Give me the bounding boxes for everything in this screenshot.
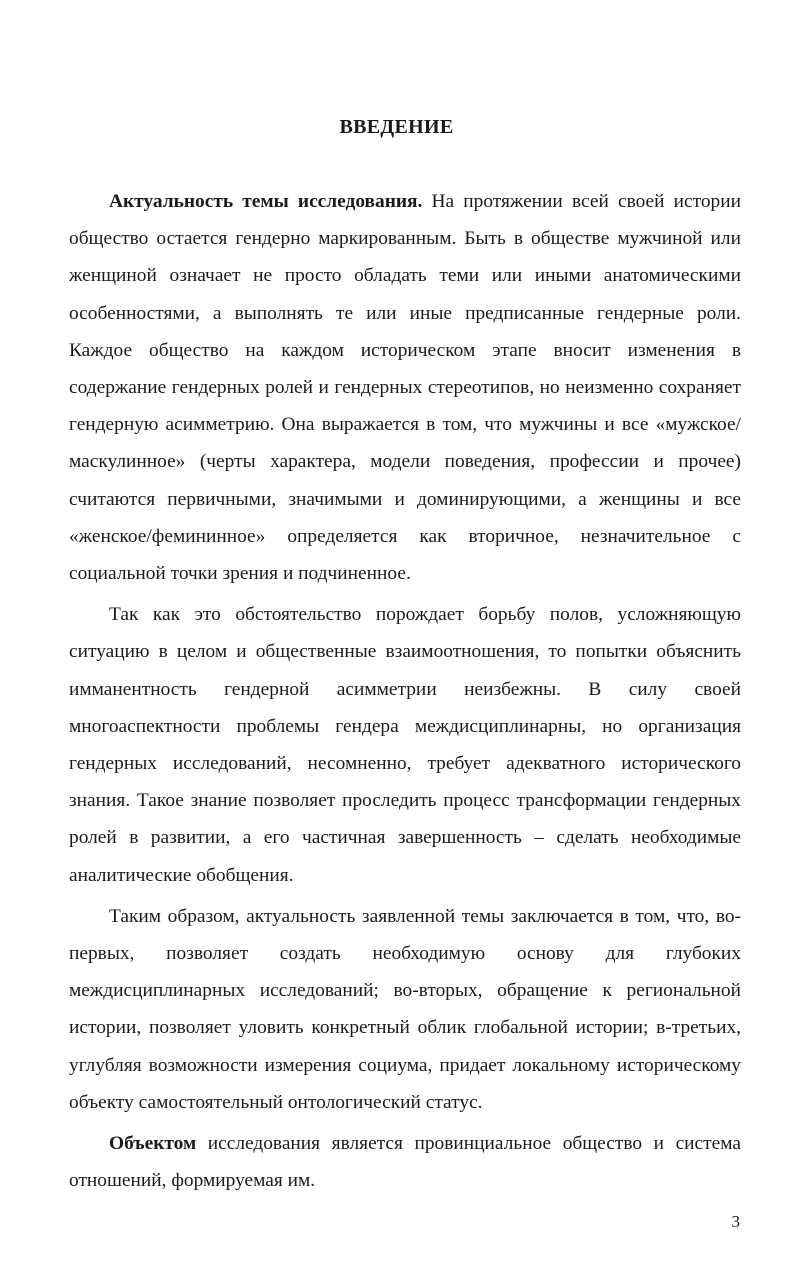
- paragraph-relevance: [69, 183, 741, 592]
- section-title: ВВЕДЕНИЕ: [339, 116, 454, 138]
- paragraph-text: Так как это обстоятельство порождает борьбу полов, усложняющую ситуацию в целом и общественные взаимоотношения, то попытки объяснить имманентность гендерной асимметрии неизбежны. В силу своей многоаспектности проблемы гендера междисциплинарны, но организация гендерных исследований, несомненно, требует адекватного исторического знания. Такое знание позволяет проследить процесс трансформации гендерных ролей в развитии, а его частичная завершенность – сделать необходимые аналитические обобщения.: [69, 604, 741, 886]
- paragraph-object: [69, 1125, 741, 1199]
- paragraph-lead: Объектом: [109, 1133, 197, 1155]
- body-text: [69, 183, 741, 1199]
- page-number: 3: [731, 1212, 740, 1231]
- paragraph-lead: Актуальность темы исследования.: [109, 191, 423, 212]
- paragraph-text: Таким образом, актуальность заявленной темы заключается в том, что, во-первых, позволяет создать необходимую основу для глубоких междисциплинарных исследований; во-вторых, обращение к региональной истории, позволяет уловить конкретный облик глобальной истории; в-третьих, углубляя возможности измерения социума, придает локальному историческому объекту самостоятельный онтологический статус.: [69, 905, 741, 1113]
- paragraph-text: На протяжении всей своей истории общество остается гендерно маркированным. Быть в обществе мужчиной или женщиной означает не просто обладать теми или иными анатомическими особенностями, а выполнять те или иные предписанные гендерные роли. Каждое общество на каждом историческом этапе вносит изменения в содержание гендерных ролей и гендерных стереотипов, но неизменно сохраняет гендерную асимметрию. Она выражается в том, что мужчины и все «мужское/маскулинное» (черты характера, модели поведения, профессии и прочее) считаются первичными, значимыми и доминирующими, а женщины и все «женское/фемининное» определяется как вторичное, незначительное с социальной точки зрения и подчиненное.: [69, 191, 742, 585]
- paragraph-text: исследования является провинциальное общество и система отношений, формируемая им.: [69, 1133, 741, 1192]
- paragraph-gender-asymmetry: [69, 596, 741, 894]
- paragraph-relevance-summary: [69, 898, 741, 1121]
